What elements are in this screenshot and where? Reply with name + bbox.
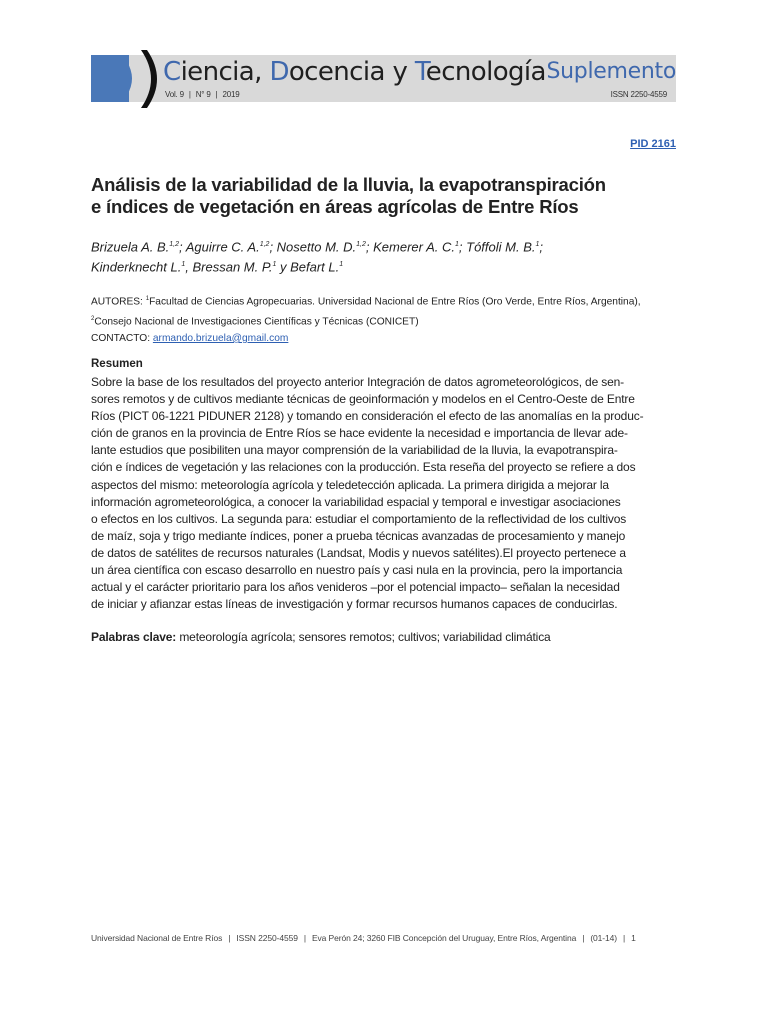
contact-email-link[interactable]: armando.brizuela@gmail.com bbox=[152, 332, 289, 344]
journal-number: N° 9 bbox=[195, 90, 211, 99]
journal-title: Ciencia, Docencia y Tecnología bbox=[163, 57, 546, 87]
abstract-line: lante estudios que posibiliten una mayor comprensión de la variabilidad de la lluvia, la evapotranspira- bbox=[91, 443, 618, 458]
abstract-line: ción de granos en la provincia de Entre Ríos se hace evidente la necesidad e importancia de llevar ade- bbox=[91, 426, 628, 441]
author-name: Aguirre C. A. bbox=[185, 239, 260, 255]
pid-link[interactable]: PID 2161 bbox=[630, 138, 676, 150]
article-title-line: Análisis de la variabilidad de la lluvia, la evapotranspiración bbox=[91, 174, 606, 195]
journal-volume: Vol. 9 bbox=[165, 90, 184, 99]
article-title bbox=[91, 174, 651, 218]
author-line: Brizuela A. B.$^{1,2}$; Aguirre C. A.$^{1,2}$; Nosetto M. D.$^{1,2}$; Kemerer A. C.$^1$; Tóffoli M. B.$^1$; bbox=[91, 239, 544, 255]
keywords-label: Palabras clave: bbox=[91, 630, 177, 644]
author-name: Kemerer A. C. bbox=[373, 239, 455, 255]
author-name: Nosetto M. D. bbox=[276, 239, 357, 255]
affiliations bbox=[91, 291, 691, 347]
abstract-body bbox=[91, 374, 681, 613]
author-name: Befart L. bbox=[290, 259, 340, 275]
contact: CONTACTO: armando.brizuela@gmail.com bbox=[91, 332, 289, 344]
abstract-heading: Resumen bbox=[91, 358, 143, 370]
abstract-line: sores remotos y de cultivos mediante técnicas de geoinformación y modelos en el Centro-Oeste de Entre bbox=[91, 392, 635, 407]
journal-issn: ISSN 2250-4559 bbox=[610, 90, 667, 99]
journal-supplement: Suplemento bbox=[546, 59, 676, 84]
journal-logo-bracket bbox=[139, 50, 161, 108]
abstract-line: Ríos (PICT 06-1221 PIDUNER 2128) y tomando en consideración el efecto de las anomalías en la produc- bbox=[91, 409, 644, 424]
author-name: Brizuela A. B. bbox=[91, 239, 170, 255]
footer-university: Universidad Nacional de Entre Ríos bbox=[91, 933, 223, 943]
abstract-line: un área científica con escaso desarrollo en nuestro país y casi nula en la provincia, pero la importancia bbox=[91, 563, 623, 578]
article-title-line: e índices de vegetación en áreas agrícolas de Entre Ríos bbox=[91, 196, 579, 217]
abstract-line: de datos de satélites de recursos naturales (Landsat, Modis y nuevos satélites).El proyecto pertenece a bbox=[91, 545, 626, 560]
footer-pages: (01-14) bbox=[590, 933, 618, 943]
affiliation-1: AUTORES: $^1$Facultad de Ciencias Agropecuarias. Universidad Nacional de Entre Ríos (Oro Verde, Entre Ríos, Argentina), bbox=[91, 296, 641, 308]
abstract-line: de iniciar y afianzar estas líneas de investigación y formar recursos humanos capaces de conducirlas. bbox=[91, 597, 618, 612]
footer-issn: ISSN 2250-4559 bbox=[236, 933, 298, 943]
affiliation-2: $^2$Consejo Nacional de Investigaciones Científicas y Técnicas (CONICET) bbox=[91, 315, 419, 328]
page-footer: Universidad Nacional de Entre Ríos | ISSN 2250-4559 | Eva Perón 24; 3260 FIB Concepción del Uruguay, Entre Ríos, Argentina | (01-14) | 1 bbox=[91, 933, 636, 943]
author-name: Kinderknecht L. bbox=[91, 259, 182, 275]
abstract-line: Sobre la base de los resultados del proyecto anterior Integración de datos agrometeorológicos, de sen- bbox=[91, 375, 625, 389]
abstract-line: actual y el carácter prioritario para los años venideros –por el potencial impacto– señalan la necesidad bbox=[91, 580, 620, 595]
footer-page-number: 1 bbox=[631, 933, 636, 943]
abstract-line: información agrometeorológica, a conocer la variabilidad espacial y temporal e investigar asociaciones bbox=[91, 494, 621, 509]
abstract-line: aspectos del mismo: meteorología agrícola y teledetección aplicada. La primera dirigida a mejorar la bbox=[91, 477, 609, 492]
author-name: Bressan M. P. bbox=[192, 259, 273, 275]
abstract-line: de maíz, soja y trigo mediante índices, poner a prueba técnicas avanzadas de procesamiento y manejo bbox=[91, 528, 626, 543]
journal-year: 2019 bbox=[222, 90, 240, 99]
keywords bbox=[91, 629, 551, 646]
journal-issue-info: Vol. 9 | N° 9 | 2019 bbox=[165, 90, 240, 99]
author-list bbox=[91, 236, 681, 277]
abstract-line: o efectos en los cultivos. La segunda para: estudiar el comportamiento de la reflectividad de los cultivos bbox=[91, 511, 627, 526]
abstract-line: ción e índices de vegetación y las relaciones con la producción. Esta reseña del proyecto se refiere a dos bbox=[91, 460, 636, 475]
keywords-text: meteorología agrícola; sensores remotos; cultivos; variabilidad climática bbox=[176, 630, 551, 644]
author-line: Kinderknecht L.$^1$, Bressan M. P.$^1$ y Befart L.$^1$ bbox=[91, 259, 344, 275]
footer-address: Eva Perón 24; 3260 FIB Concepción del Uruguay, Entre Ríos, Argentina bbox=[311, 933, 577, 943]
author-name: Tóffoli M. B. bbox=[466, 239, 536, 255]
